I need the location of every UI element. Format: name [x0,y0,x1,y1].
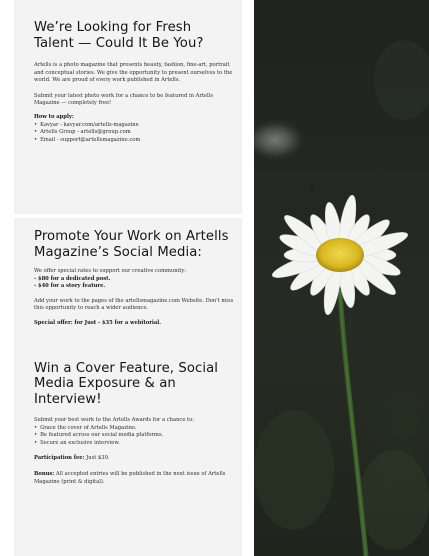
awards-list [34,425,234,448]
apply-item-group: • Artells Group - artells@group.com [34,129,234,137]
awards-item-interview: • Secure an exclusive interview. [34,440,234,448]
bonus-note: Bonus: All accepted entries will be published in the next issue of Artells Magazine (print & digital). [34,471,226,485]
apply-item-email: • Email - support@artellsmagazine.com [34,137,234,145]
awards-item-cover: • Grace the cover of Artells Magazine. [34,425,234,433]
talent-card [14,0,242,214]
promote-offer: We offer special rates to support our creative community: [34,268,187,274]
promote-website: Add your work to the pages of the artellsmagazine.com Website. Don't miss this opportunity to reach a wider audience. [34,297,234,312]
talent-intro: Artells is a photo magazine that presents beauty, fashion, fine-art, portrait and conceptual stories. We give the opportunity to present ourselves to the world. We are proud of every work published in Artells. [34,62,233,84]
awards-intro: Submit your best work to the Artells Awards for a chance to: [34,417,195,424]
talent-heading: We’re Looking for Fresh Talent — Could It Be You? [34,20,204,51]
daisy-illustration [254,0,429,556]
apply-list [34,122,234,145]
talent-submit: Submit your latest photo work for a chance to be featured in Artells Magazine — completely free! [34,92,213,107]
daisy-flower-photo [254,0,429,556]
special-offer: Special offer: for Just - $35 for a webitorial. [34,319,162,326]
how-to-apply-label: How to apply: [34,113,74,120]
awards-heading: Win a Cover Feature, Social Media Exposure & an Interview! [34,360,219,407]
promote-heading: Promote Your Work on Artells Magazine’s Social Media: [34,229,229,260]
daisy-center [316,238,364,272]
rate-story: - $40 for a story feature. [34,283,106,290]
awards-item-social: • Be featured across our social media platforms. [34,432,234,440]
apply-item-kavyar: • Kavyar - kavyar.com/artells-magazine [34,122,234,130]
rate-post: - $80 for a dedicated post. [34,275,111,282]
participation-fee: Participation fee: Just $30. [34,455,110,462]
promotion-card [14,218,242,556]
